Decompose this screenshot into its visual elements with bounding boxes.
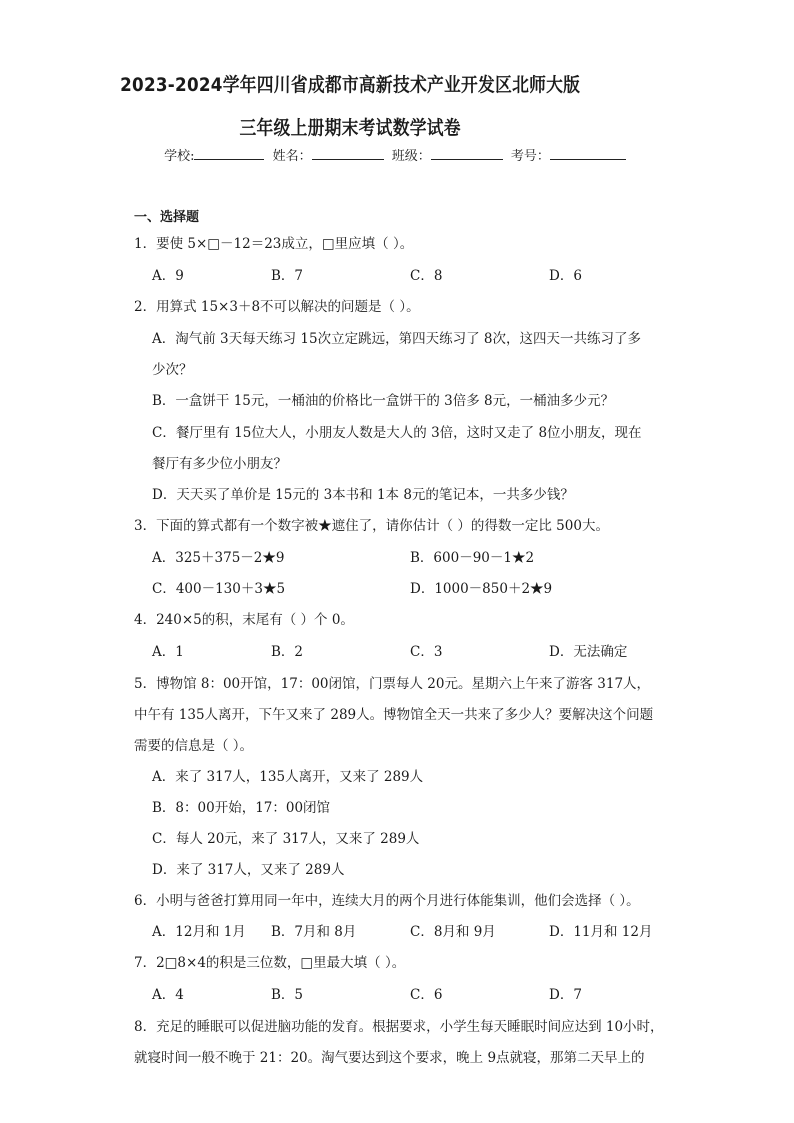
class-label: 班级： <box>391 149 431 164</box>
question-8-stem-line1: 8．充足的睡眠可以促进脑功能的发育。根据要求，小学生每天睡眠时间应达到 10小时， <box>134 1019 664 1035</box>
name-blank <box>312 145 384 160</box>
question-7-stem: 7．2□8×4的积是三位数，□里最大填（ ）。 <box>134 955 406 971</box>
exam-title-line2: 三年级上册期末考试数学试卷 <box>239 117 461 139</box>
question-7-option-d: D．7 <box>549 987 582 1003</box>
question-5-stem-line2: 中午有 135人离开，下午又来了 289人。博物馆全天一共来了多少人？要解决这个问题 <box>134 707 654 723</box>
question-7-option-a: A．4 <box>152 987 184 1003</box>
question-5-option-a: A．来了 317人，135人离开，又来了 289人 <box>152 769 424 785</box>
school-blank <box>194 145 264 160</box>
question-5-stem-line1: 5．博物馆 8：00开馆，17：00闭馆，门票每人 20元。星期六上午来了游客 317人， <box>134 676 651 692</box>
question-2-option-a-line1: A．淘气前 3天每天练习 15次立定跳远，第四天练习了 8次，这四天一共练习了多 <box>152 331 641 347</box>
question-3-stem: 3．下面的算式都有一个数字被★遮住了，请你估计（ ）的得数一定比 500大。 <box>134 518 609 534</box>
question-2-option-d: D．天天买了单价是 15元的 3本书和 1本 8元的笔记本，一共多少钱？ <box>152 487 574 503</box>
question-7-option-b: B．5 <box>271 987 304 1003</box>
question-1-option-d: D．6 <box>549 268 582 284</box>
question-1-option-c: C．8 <box>410 268 443 284</box>
question-7-option-c: C．6 <box>410 987 443 1003</box>
exam-title-line1: 2023-2024学年四川省成都市高新技术产业开发区北师大版 <box>120 74 581 96</box>
class-blank <box>431 145 503 160</box>
question-3-option-a: A．325＋375－2★9 <box>152 550 285 566</box>
question-6-option-a: A．12月和 1月 <box>152 924 246 940</box>
question-4-option-a: A．1 <box>152 644 184 660</box>
question-6-option-c: C．8月和 9月 <box>410 924 496 940</box>
question-6-option-d: D．11月和 12月 <box>549 924 653 940</box>
question-4-option-b: B．2 <box>271 644 304 660</box>
question-1-stem: 1．要使 5×□－12＝23成立，□里应填（ ）。 <box>134 236 414 252</box>
question-2-option-b: B．一盒饼干 15元，一桶油的价格比一盒饼干的 3倍多 8元，一桶油多少元？ <box>152 393 615 409</box>
school-label: 学校: <box>164 149 195 164</box>
question-5-option-b: B．8：00开始，17：00闭馆 <box>152 800 331 816</box>
question-6-stem: 6．小明与爸爸打算用同一年中，连续大月的两个月进行体能集训，他们会选择（ ）。 <box>134 893 640 909</box>
question-5-option-c: C．每人 20元，来了 317人，又来了 289人 <box>152 831 420 847</box>
question-2-option-c-line1: C．餐厅里有 15位大人，小朋友人数是大人的 3倍，这时又走了 8位小朋友，现在 <box>152 425 642 441</box>
id-blank <box>550 145 626 160</box>
question-3-option-d: D．1000－850＋2★9 <box>410 581 553 597</box>
question-4-option-d: D．无法确定 <box>549 644 628 660</box>
question-5-option-d: D．来了 317人，又来了 289人 <box>152 862 345 878</box>
student-info-row <box>0 145 794 164</box>
question-4-option-c: C．3 <box>410 644 443 660</box>
question-8-stem-line2: 就寝时间一般不晚于 21：20。淘气要达到这个要求，晚上 9点就寝，那第二天早上的 <box>134 1050 645 1066</box>
question-1-option-b: B．7 <box>271 268 304 284</box>
section-heading: 一、选择题 <box>134 210 200 225</box>
question-1-option-a: A．9 <box>152 268 184 284</box>
name-label: 姓名： <box>272 149 312 164</box>
question-6-option-b: B．7月和 8月 <box>271 924 357 940</box>
id-label: 考号： <box>510 149 550 164</box>
question-4-stem: 4．240×5的积，末尾有（ ）个 0。 <box>134 612 354 628</box>
question-5-stem-line3: 需要的信息是（ ）。 <box>134 738 254 754</box>
question-3-option-b: B．600－90－1★2 <box>410 550 535 566</box>
question-3-option-c: C．400－130＋3★5 <box>152 581 286 597</box>
question-2-option-c-line2: 餐厅有多少位小朋友？ <box>152 456 287 472</box>
question-2-stem: 2．用算式 15×3＋8不可以解决的问题是（ ）。 <box>134 299 420 315</box>
question-2-option-a-line2: 少次？ <box>152 362 193 378</box>
